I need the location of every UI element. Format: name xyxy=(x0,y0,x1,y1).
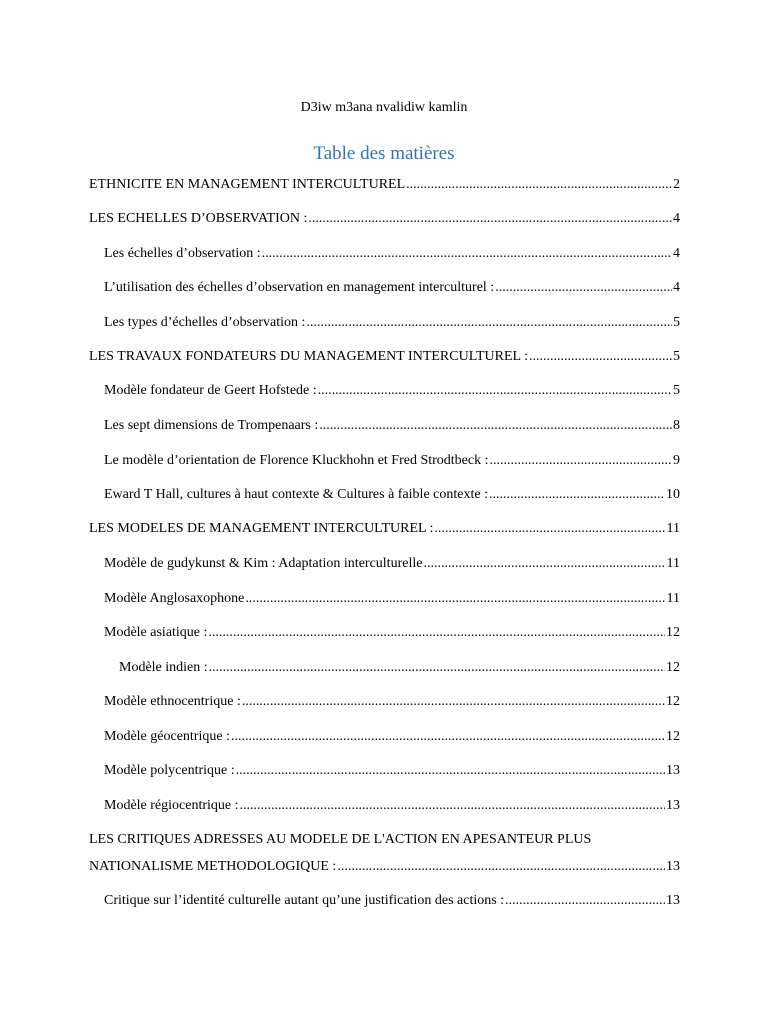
toc-entry[interactable] xyxy=(104,313,680,333)
toc-entry-page: 5 xyxy=(673,349,680,364)
toc-entry[interactable] xyxy=(89,519,680,539)
toc-entry[interactable] xyxy=(104,554,680,574)
toc-entry-text: L’utilisation des échelles d’observation en management interculturel : xyxy=(104,280,495,295)
toc-leader-dots xyxy=(505,891,665,911)
toc-entry-page: 12 xyxy=(666,729,680,744)
toc-entry-page: 8 xyxy=(673,418,680,433)
toc-leader-dots xyxy=(240,796,665,816)
toc-entry-text: Modèle Anglosaxophone xyxy=(104,591,245,606)
toc-entry-page: 11 xyxy=(666,591,680,606)
toc-leader-dots xyxy=(308,209,672,229)
toc-entry-text: Le modèle d’orientation de Florence Kluckhohn et Fred Strodtbeck : xyxy=(104,453,489,468)
toc-leader-dots xyxy=(406,175,672,195)
toc-entry-page: 5 xyxy=(673,315,680,330)
toc-leader-dots xyxy=(434,519,665,539)
toc-entry-text: ETHNICITE EN MANAGEMENT INTERCULTUREL xyxy=(89,177,406,192)
toc-entry-text: LES ECHELLES D’OBSERVATION : xyxy=(89,211,308,226)
toc-entry[interactable] xyxy=(104,485,680,505)
toc-entry[interactable] xyxy=(119,658,680,678)
toc-entry-page: 4 xyxy=(673,280,680,295)
toc-entry[interactable] xyxy=(104,451,680,471)
toc-entry-page: 13 xyxy=(666,798,680,813)
toc-entry-text: Eward T Hall, cultures à haut contexte & Cultures à faible contexte : xyxy=(104,487,488,502)
toc-entry-text: Modèle ethnocentrique : xyxy=(104,694,241,709)
toc-leader-dots xyxy=(242,692,665,712)
toc-entry-page: 12 xyxy=(666,694,680,709)
toc-entry[interactable] xyxy=(89,347,680,367)
toc-entry-page: 11 xyxy=(666,556,680,571)
toc-entry-text: Modèle indien : xyxy=(119,660,208,675)
toc-entry-page: 13 xyxy=(666,763,680,778)
toc-entry-page: 9 xyxy=(673,453,680,468)
toc-entry-text: LES MODELES DE MANAGEMENT INTERCULTUREL : xyxy=(89,521,434,536)
toc-leader-dots xyxy=(489,485,665,505)
toc-entry-page: 12 xyxy=(666,660,680,675)
toc-entry-page: 5 xyxy=(673,383,680,398)
toc-entry-text: Modèle fondateur de Geert Hofstede : xyxy=(104,383,317,398)
toc-entry-text: Modèle asiatique : xyxy=(104,625,208,640)
toc-entry[interactable] xyxy=(89,857,680,877)
toc-leader-dots xyxy=(529,347,672,367)
toc-leader-dots xyxy=(231,727,665,747)
toc-entry[interactable] xyxy=(104,727,680,747)
toc-entry-text: NATIONALISME METHODOLOGIQUE : xyxy=(89,859,337,874)
toc-leader-dots xyxy=(495,278,672,298)
toc-leader-dots xyxy=(490,451,672,471)
toc-entry[interactable] xyxy=(104,381,680,401)
toc-entry[interactable] xyxy=(89,209,680,229)
toc-entry-page: 13 xyxy=(666,859,680,874)
toc-entry[interactable] xyxy=(104,891,680,911)
toc-entry-text: Critique sur l’identité culturelle autant qu’une justification des actions : xyxy=(104,893,505,908)
toc-entry[interactable] xyxy=(104,589,680,609)
toc-leader-dots xyxy=(423,554,665,574)
header-line: D3iw m3ana nvalidiw kamlin xyxy=(300,100,468,115)
toc-entry-page: 10 xyxy=(666,487,680,502)
toc-entry[interactable] xyxy=(104,244,680,264)
toc-entry-text: Modèle polycentrique : xyxy=(104,763,235,778)
toc-leader-dots xyxy=(262,244,672,264)
toc-entry[interactable] xyxy=(104,796,680,816)
toc-leader-dots xyxy=(209,658,665,678)
toc-leader-dots xyxy=(208,623,665,643)
toc-leader-dots xyxy=(236,761,665,781)
toc-entry[interactable] xyxy=(104,761,680,781)
toc-entry-wrapped-line[interactable]: LES CRITIQUES ADRESSES AU MODELE DE L'ACTION EN APESANTEUR PLUS xyxy=(89,832,592,847)
toc-title: Table des matières xyxy=(313,143,455,164)
toc-entry-text: LES TRAVAUX FONDATEURS DU MANAGEMENT INTERCULTUREL : xyxy=(89,349,528,364)
toc-entry-page: 12 xyxy=(666,625,680,640)
toc-entry-page: 11 xyxy=(666,521,680,536)
toc-leader-dots xyxy=(318,381,672,401)
toc-leader-dots xyxy=(319,416,672,436)
toc-leader-dots xyxy=(306,313,672,333)
toc-entry-text: Les types d’échelles d’observation : xyxy=(104,315,306,330)
toc-entry[interactable] xyxy=(104,278,680,298)
toc-entry[interactable] xyxy=(89,175,680,195)
toc-entry-text: Modèle régiocentrique : xyxy=(104,798,239,813)
toc-entry[interactable] xyxy=(104,623,680,643)
toc-leader-dots xyxy=(337,857,665,877)
toc-entry-page: 2 xyxy=(673,177,680,192)
toc-entry[interactable] xyxy=(104,416,680,436)
toc-entry-page: 13 xyxy=(666,893,680,908)
toc-entry-text: Les sept dimensions de Trompenaars : xyxy=(104,418,319,433)
toc-entry-page: 4 xyxy=(673,211,680,226)
toc-entry-text: Modèle de gudykunst & Kim : Adaptation interculturelle xyxy=(104,556,423,571)
toc-entry-page: 4 xyxy=(673,246,680,261)
toc-entry[interactable] xyxy=(104,692,680,712)
toc-leader-dots xyxy=(245,589,665,609)
toc-entry-text: Modèle géocentrique : xyxy=(104,729,230,744)
toc-entry-text: Les échelles d’observation : xyxy=(104,246,261,261)
